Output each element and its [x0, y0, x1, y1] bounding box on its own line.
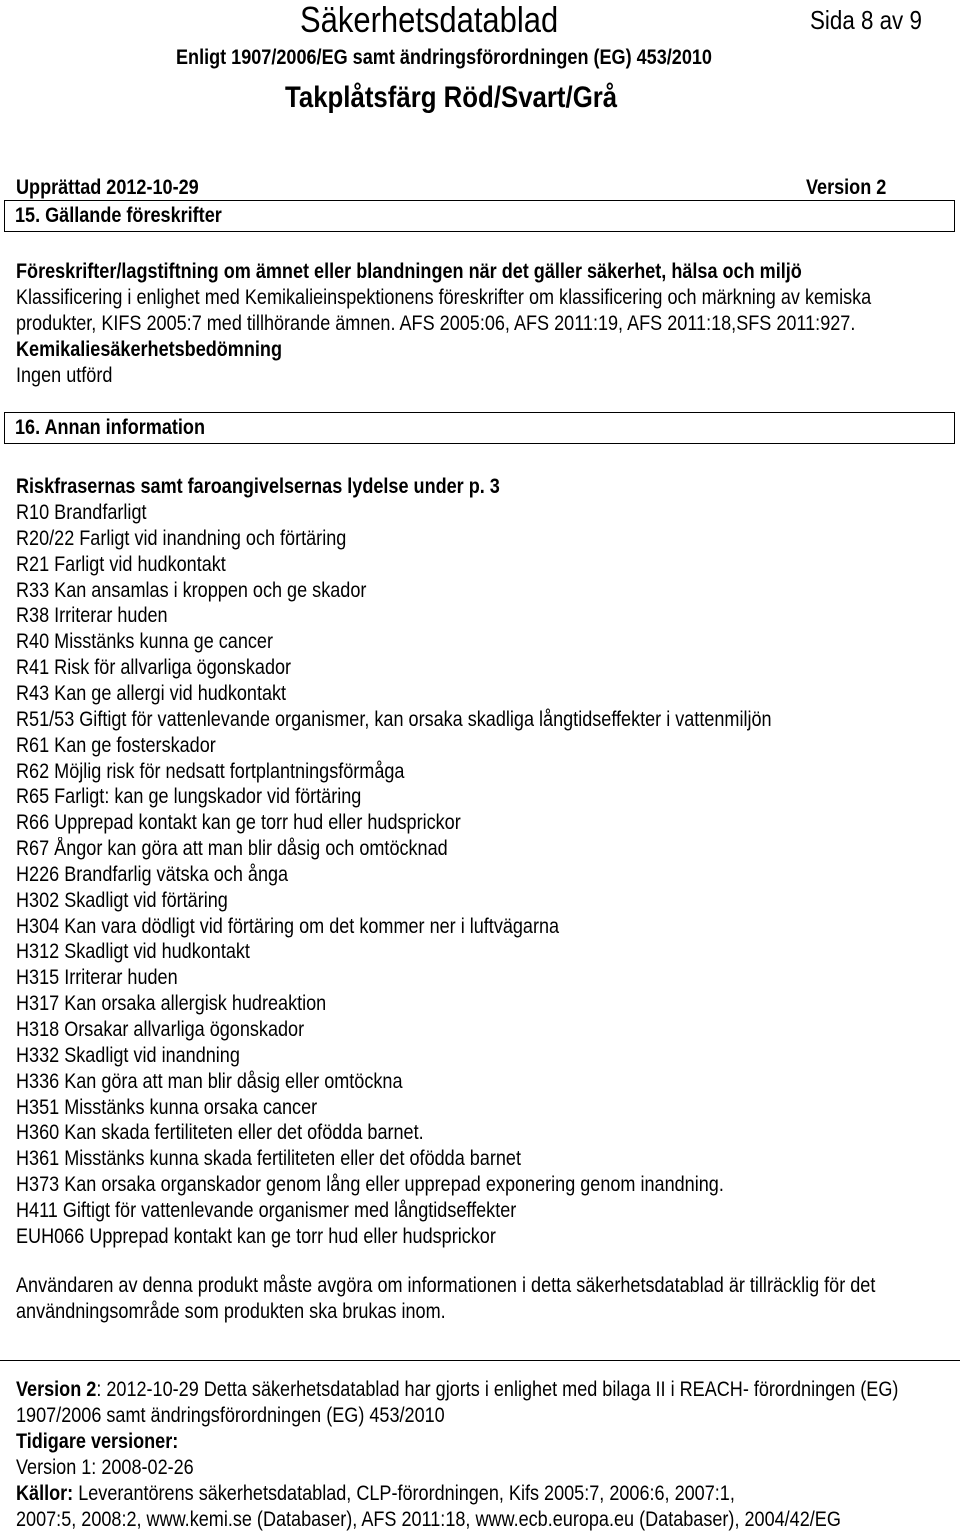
phrase-item: R65 Farligt: kan ge lungskador vid förtäring	[16, 785, 362, 808]
previous-versions-label: Tidigare versioner:	[16, 1430, 179, 1453]
assessment-label: Kemikaliesäkerhetsbedömning	[16, 338, 282, 361]
phrase-item: R38 Irriterar huden	[16, 604, 168, 627]
disclaimer-line1: Användaren av denna produkt måste avgöra om informationen i detta säkerhetsdatablad är tillräcklig för det	[16, 1274, 876, 1297]
phrase-item: H317 Kan orsaka allergisk hudreaktion	[16, 992, 327, 1015]
phrase-item: H411 Giftigt för vattenlevande organismer med långtidseffekter	[16, 1199, 517, 1222]
section-16-heading: 16. Annan information	[15, 416, 205, 439]
phrase-item: H226 Brandfarlig vätska och ånga	[16, 863, 289, 886]
phrase-item: R33 Kan ansamlas i kroppen och ge skador	[16, 579, 367, 602]
phrase-item: H351 Misstänks kunna orsaka cancer	[16, 1096, 318, 1119]
sources-label: Källor:	[16, 1482, 74, 1505]
phrase-item: H336 Kan göra att man blir dåsig eller omtöckna	[16, 1070, 403, 1093]
version-label: Version 2	[806, 176, 887, 199]
sources	[16, 1482, 852, 1506]
footer-divider	[0, 1360, 960, 1361]
sources-text2: 2007:5, 2008:2, www.kemi.se (Databaser), AFS 2011:18, www.ecb.europa.eu (Databaser), 2004/42/EG	[16, 1508, 841, 1531]
assessment-value: Ingen utförd	[16, 364, 113, 387]
footer-version	[16, 1378, 960, 1402]
footer-version-label: Version 2	[16, 1378, 97, 1401]
sources-text: Leverantörens säkerhetsdatablad, CLP-förordningen, Kifs 2005:7, 2006:6, 2007:1,	[73, 1482, 735, 1505]
created-date: Upprättad 2012-10-29	[16, 176, 199, 199]
phrase-item: H360 Kan skada fertiliteten eller det ofödda barnet.	[16, 1121, 424, 1144]
phrase-item: R62 Möjlig risk för nedsatt fortplantningsförmåga	[16, 760, 405, 783]
phrase-item: R66 Upprepad kontakt kan ge torr hud eller hudsprickor	[16, 811, 461, 834]
phrase-item: H318 Orsakar allvarliga ögonskador	[16, 1018, 305, 1041]
section-15-box	[4, 200, 955, 232]
phrase-item: H361 Misstänks kunna skada fertiliteten eller det ofödda barnet	[16, 1147, 521, 1170]
phrase-item: H332 Skadligt vid inandning	[16, 1044, 240, 1067]
footer-version-text: : 2012-10-29 Detta säkerhetsdatablad har gjorts i enlighet med bilaga II i REACH- förordningen (EG)	[96, 1378, 899, 1401]
disclaimer-line2: användningsområde som produkten ska brukas inom.	[16, 1300, 446, 1323]
phrase-item: R21 Farligt vid hudkontakt	[16, 553, 226, 576]
phrase-item: R40 Misstänks kunna ge cancer	[16, 630, 273, 653]
phrase-item: R10 Brandfarligt	[16, 501, 147, 524]
section-15-text-line1: Klassificering i enlighet med Kemikalieinspektionens föreskrifter om klassificering och märkning av kemiska	[16, 286, 872, 309]
section-15-subheading: Föreskrifter/lagstiftning om ämnet eller blandningen när det gäller säkerhet, hälsa och miljö	[16, 260, 802, 283]
regulation-subtitle: Enligt 1907/2006/EG samt ändringsförordningen (EG) 453/2010	[176, 46, 712, 69]
footer-version-text2: 1907/2006 samt ändringsförordningen (EG) 453/2010	[16, 1404, 445, 1427]
phrase-item: H302 Skadligt vid förtäring	[16, 889, 228, 912]
phrase-item: H312 Skadligt vid hudkontakt	[16, 940, 250, 963]
previous-versions-value: Version 1: 2008-02-26	[16, 1456, 194, 1479]
phrase-item: R41 Risk för allvarliga ögonskador	[16, 656, 292, 679]
phrase-item: EUH066 Upprepad kontakt kan ge torr hud eller hudsprickor	[16, 1225, 496, 1248]
phrase-item: H304 Kan vara dödligt vid förtäring om det kommer ner i luftvägarna	[16, 915, 560, 938]
phrase-item: H373 Kan orsaka organskador genom lång eller upprepad exponering genom inandning.	[16, 1173, 724, 1196]
document-title: Säkerhetsdatablad	[300, 0, 559, 40]
section-15-heading: 15. Gällande föreskrifter	[15, 204, 222, 227]
phrase-item: R43 Kan ge allergi vid hudkontakt	[16, 682, 287, 705]
phrase-item: R20/22 Farligt vid inandning och förtäring	[16, 527, 347, 550]
phrase-item: R61 Kan ge fosterskador	[16, 734, 216, 757]
phrases-heading: Riskfrasernas samt faroangivelsernas lydelse under p. 3	[16, 475, 500, 498]
phrase-item: R67 Ångor kan göra att man blir dåsig och omtöcknad	[16, 837, 448, 860]
phrase-item: H315 Irriterar huden	[16, 966, 178, 989]
page-number: Sida 8 av 9	[810, 5, 922, 35]
product-name: Takplåtsfärg Röd/Svart/Grå	[285, 81, 618, 114]
section-16-box	[4, 412, 955, 444]
phrase-item: R51/53 Giftigt för vattenlevande organismer, kan orsaka skadliga långtidseffekter i vattenmiljön	[16, 708, 772, 731]
section-15-text-line2: produkter, KIFS 2005:7 med tillhörande ämnen. AFS 2005:06, AFS 2011:19, AFS 2011:18,SFS 2011:927.	[16, 312, 856, 335]
